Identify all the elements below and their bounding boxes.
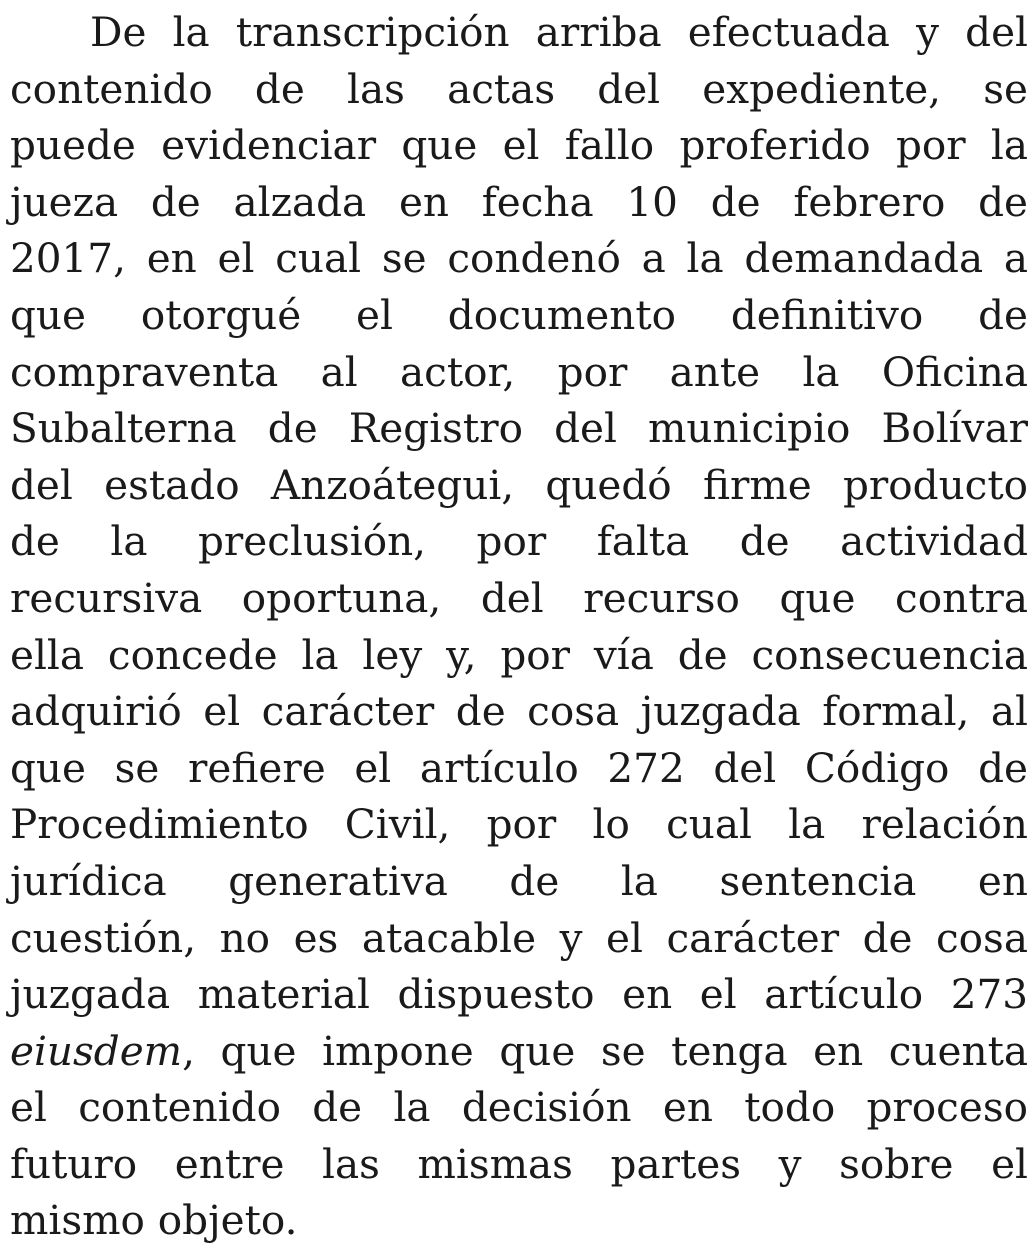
paragraph-line: adquirió el carácter de cosa juzgada formal, al (10, 687, 1028, 736)
paragraph-line: de la preclusión, por falta de actividad (10, 517, 1028, 566)
paragraph-line: que otorgué el documento definitivo de (10, 290, 1028, 339)
paragraph-line: recursiva oportuna, del recurso que contra (10, 573, 1028, 622)
paragraph-line: Procedimiento Civil, por lo cual la relación (10, 800, 1028, 849)
paragraph-line: compraventa al actor, por ante la Oficina (10, 347, 1028, 396)
paragraph-line: juzgada material dispuesto en el artículo 273 (10, 970, 1028, 1019)
paragraph-line: jueza de alzada en fecha 10 de febrero de (10, 177, 1028, 226)
paragraph-line: 2017, en el cual se condenó a la demandada a (10, 234, 1028, 283)
paragraph-line: ella concede la ley y, por vía de consecuencia (10, 630, 1028, 679)
paragraph-line: puede evidenciar que el fallo proferido por la (10, 121, 1028, 170)
document-page (10, 4, 1028, 1249)
paragraph-line: que se refiere el artículo 272 del Código de (10, 743, 1028, 792)
paragraph-line: futuro entre las mismas partes y sobre el (10, 1139, 1028, 1188)
paragraph-line: Subalterna de Registro del municipio Bolívar (10, 404, 1028, 453)
paragraph-line-rest: , que impone que se tenga en cuenta (182, 1026, 1028, 1075)
paragraph-line: mismo objeto. (10, 1196, 298, 1245)
paragraph-line: cuestión, no es atacable y el carácter de cosa (10, 913, 1028, 962)
paragraph-line: jurídica generativa de la sentencia en (10, 856, 1028, 905)
paragraph-line (10, 1023, 1028, 1080)
latin-term: eiusdem (10, 1026, 183, 1075)
paragraph-line: De la transcripción arriba efectuada y del (90, 8, 1028, 56)
body-paragraph (10, 4, 1028, 1249)
paragraph-line: contenido de las actas del expediente, se (10, 64, 1028, 113)
paragraph-line: el contenido de la decisión en todo proceso (10, 1083, 1028, 1132)
paragraph-line: del estado Anzoátegui, quedó firme producto (10, 460, 1028, 509)
